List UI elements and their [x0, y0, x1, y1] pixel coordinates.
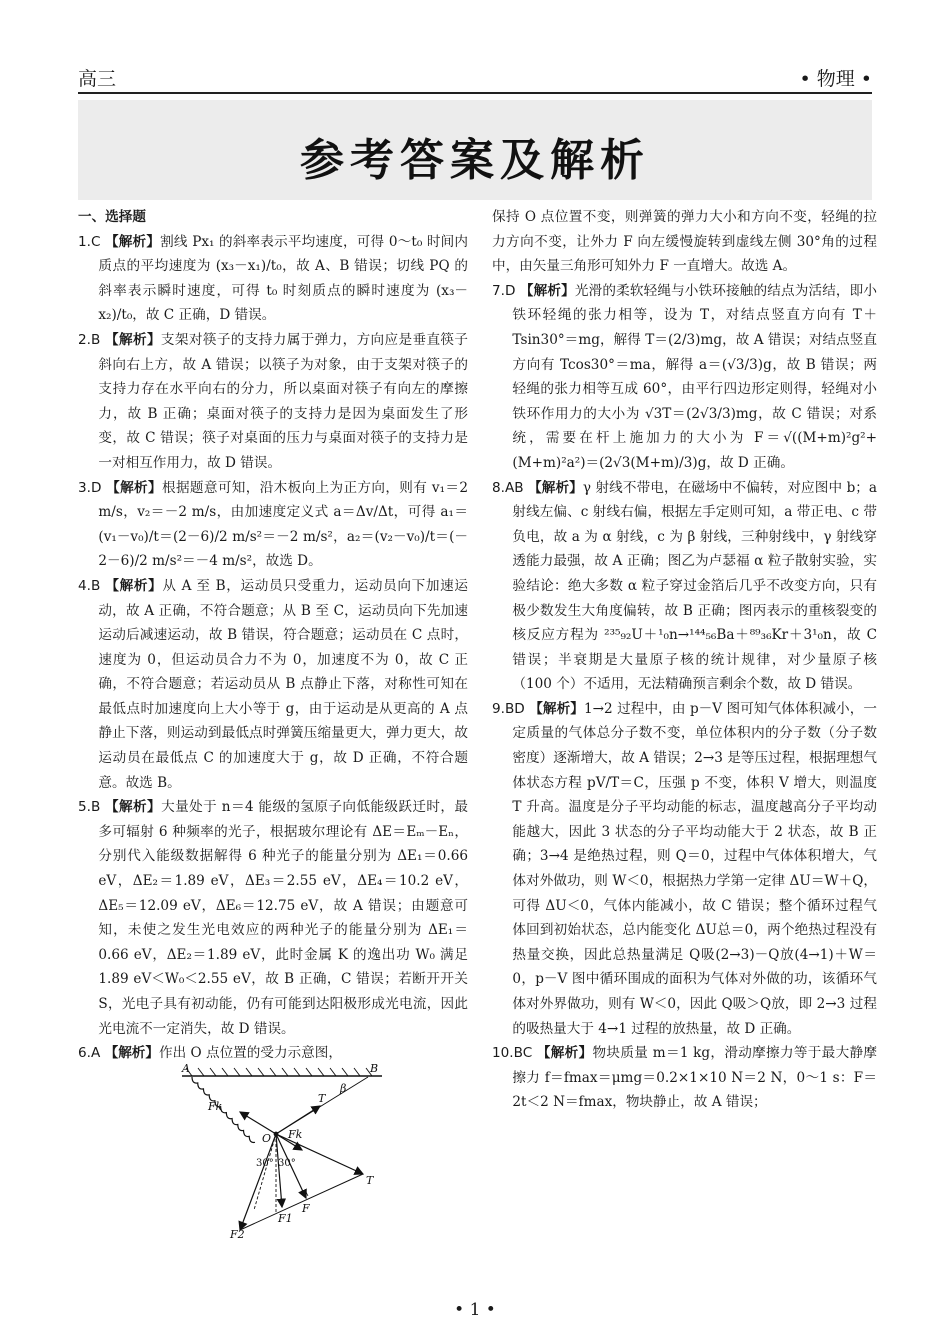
item-tag: 【解析】	[105, 577, 163, 594]
item-tag: 【解析】	[105, 799, 162, 816]
item-number: 4.	[78, 577, 91, 594]
item-answer: BC	[513, 1045, 533, 1062]
item-answer: BD	[504, 700, 525, 717]
item-answer: B	[90, 799, 101, 816]
ceiling-hatch	[186, 1068, 372, 1076]
answer-item	[492, 697, 877, 1041]
label-f2: F2	[230, 1228, 245, 1240]
item-answer: C	[90, 233, 101, 250]
answer-item	[492, 205, 877, 279]
item-answer: B	[90, 577, 101, 594]
item-tag: 【解析】	[529, 700, 584, 717]
item-tag: 【解析】	[528, 479, 583, 496]
item-text: 光滑的柔软轻绳与小铁环接触的结点为活结，即小铁环轻绳的张力相等，设为 T，对结点竖直方向有 T＋Tsin30°＝mg，解得 T＝(2/3)mg，故 A 错误；对结点竖直方向有 Tcos30°＝ma，解得 a＝(√3/3)g，故 B 错误；两轻绳的张力相等互成 60°，由平行四边形定则得，轻绳对小铁环作用力的大小为 √3T＝(2√3/3)mg，故 C 错误；对系统，需要在杆上施加力的大小为 F＝√((M+m)²g²+(M+m)²a²)＝(2√3(M+m)/3)g，故 D 正确。	[512, 282, 878, 471]
answer-item	[492, 279, 877, 476]
label-f1: F1	[278, 1212, 293, 1225]
title-banner	[78, 100, 872, 200]
item-text: 保持 O 点位置不变，则弹簧的弹力大小和方向不变，轻绳的拉力方向不变，让外力 F 向左缓慢旋转到虚线左侧 30°角的过程中，由矢量三角形可知外力 F 一直增大。故选 A。	[492, 209, 877, 275]
item-answer: AB	[504, 479, 524, 496]
item-number: 1.	[78, 233, 91, 250]
answer-item	[78, 230, 468, 328]
item-text: 物块质量 m＝1 kg，滑动摩擦力等于最大静摩擦力 f＝fmax＝μmg＝0.2×1×10 N＝2 N，0～1 s：F＝2t＜2 N＝fmax，物块静止，故 A 错误；	[512, 1045, 878, 1111]
item-text: 作出 O 点位置的受力示意图，	[159, 1045, 342, 1062]
left-column	[78, 205, 468, 1066]
label-fk-right: Fk	[288, 1128, 303, 1141]
item-number: 7.	[492, 282, 505, 299]
label-o: O	[262, 1132, 272, 1145]
item-number: 5.	[78, 799, 91, 816]
page-title: 参考答案及解析	[300, 135, 650, 186]
label-a: A	[182, 1062, 190, 1075]
label-beta: β	[340, 1082, 347, 1095]
fk-arrow-left	[240, 1112, 276, 1134]
item-number: 2.	[78, 331, 91, 348]
answer-item	[78, 795, 468, 1041]
label-angle-right: 30°	[278, 1158, 296, 1169]
item-text: 1→2 过程中，由 p－V 图可知气体体积减小，一定质量的气体总分子数不变，单位体积内的分子数（分子数密度）逐渐增大，故 A 错误；2→3 是等压过程，根据理想气体状态方程 pV/T＝C，压强 p 不变，体积 V 增大，则温度 T 升高。温度是分子平均动能的标志，温度越高分子平均动能越大，因此 3 状态的分子平均动能大于 2 状态，故 B 正确；3→4 是绝热过程，则 Q＝0，过程中气体体积增大，气体对外做功，则 W＜0，根据热力学第一定律 ΔU＝W＋Q，可得 ΔU＜0，气体内能减小，故 C 错误；整个循环过程气体回到初始状态，总内能变化 ΔU总＝0，两个绝热过程没有热量交换，因此总热量满足 Q吸(2→3)－Q放(4→1)＋W＝0，p－V 图中循环围成的面积为气体对外做的功，该循环气体对外界做功，则有 W＜0，因此 Q吸＞Q放，即 2→3 过程的吸热量大于 4→1 过程的放热量，故 D 正确。	[512, 700, 878, 1037]
force-diagram	[178, 1062, 386, 1240]
item-text: 大量处于 n＝4 能级的氢原子向低能级跃迁时，最多可辐射 6 种频率的光子，根据玻尔理论有 ΔE＝Eₘ－Eₙ，分别代入能级数据解得 6 种光子的能量分别为 ΔE₁＝0.66 eV，ΔE₂＝1.89 eV，ΔE₃＝2.55 eV，ΔE₄＝10.2 eV，ΔE₅＝12.09 eV，ΔE₆＝12.75 eV，故 A 错误；由题意可知，未使之发生光电效应的两种光子的能量分别为 ΔE₁＝0.66 eV，ΔE₂＝1.89 eV，此时金属 K 的逸出功 W₀ 满足 1.89 eV＜W₀＜2.55 eV，故 B 正确，C 错误；若断开开关 S，光电子具有初动能，仍有可能到达阳极形成光电流，因此光电流不一定消失，故 D 错误。	[98, 799, 468, 1037]
item-number: 6.	[78, 1045, 91, 1062]
item-answer: D	[90, 479, 102, 496]
item-answer: A	[90, 1045, 101, 1062]
item-tag: 【解析】	[106, 479, 162, 496]
answer-item	[78, 574, 468, 795]
item-tag: 【解析】	[105, 233, 161, 250]
item-text: 割线 Px₁ 的斜率表示平均速度，可得 0～t₀ 时间内质点的平均速度为 (x₃－x₁)/t₀，故 A、B 错误；切线 PQ 的斜率表示瞬时速度，可得 t₀ 时刻质点的瞬时速度为 (x₃－x₂)/t₀，故 C 正确，D 错误。	[98, 233, 469, 324]
answer-item	[78, 328, 468, 476]
item-number: 10.	[492, 1045, 514, 1062]
answer-item	[492, 476, 877, 697]
item-text: 根据题意可知，沿木板向上为正方向，则有 v₁＝2 m/s，v₂＝－2 m/s，由加速度定义式 a＝Δv/Δt，可得 a₁＝(v₁－v₀)/t＝(2－6)/2 m/s²＝－2 m/s²，a₂＝(v₂－v₀)/t＝(－2－6)/2 m/s²＝－4 m/s²，故选 D。	[98, 479, 468, 570]
label-fk-left: Fk	[208, 1100, 223, 1113]
spring	[179, 1077, 266, 1144]
right-column	[492, 205, 877, 1115]
label-b: B	[370, 1062, 379, 1075]
page-number: • 1 •	[454, 1300, 496, 1320]
item-text: 支架对筷子的支持力属于弹力，方向应是垂直筷子斜向右上方，故 A 错误；以筷子为对象，由于支架对筷子的支持力存在水平向右的分力，所以桌面对筷子有向左的摩擦力，故 B 正确；桌面对筷子的支持力是因为桌面发生了形变，故 C 错误；筷子对桌面的压力与桌面对筷子的支持力是一对相互作用力，故 D 错误。	[98, 331, 468, 471]
item-tag: 【解析】	[104, 1045, 159, 1062]
item-tag: 【解析】	[536, 1045, 593, 1062]
header-grade: 高三	[78, 68, 117, 90]
item-answer: B	[90, 331, 101, 348]
point-o	[274, 1132, 279, 1137]
dashed-line-left	[254, 1134, 276, 1210]
item-text: γ 射线不带电，在磁场中不偏转，对应图中 b；a 射线左偏、c 射线右偏，根据左手定则可知，a 带正电、c 带负电，故 a 为 α 射线，c 为 β 射线，三种射线中，γ 射线穿透能力最强，故 A 正确；图乙为卢瑟福 α 粒子散射实验，实验结论：绝大多数 α 粒子穿过金箔后几乎不改变方向，只有极少数发生大角度偏转，故 B 正确；图丙表示的重核裂变的核反应方程为 ²³⁵₉₂U＋¹₀n→¹⁴⁴₅₆Ba＋⁸⁹₃₆Kr＋3¹₀n，故 C 错误；半衰期是大量原子核的统计规律，对少量原子核（100 个）不适用，无法精确预言剩余个数，故 D 错误。	[512, 479, 877, 693]
item-number: 3.	[78, 479, 91, 496]
item-text: 从 A 至 B，运动员只受重力，运动员向下加速运动，故 A 正确，不符合题意；从 B 至 C，运动员向下先加速运动后减速运动，故 B 错误，符合题意；运动员在 C 点时，速度为 0，但运动员合力不为 0，加速度不为 0，故 C 正确，不符合题意；若运动员从 B 点静止下落，对称性可知在最低点时加速度向上大小等于 g，由于运动是从更高的 A 点静止下落，则运动到最低点时弹簧压缩量更大，弹力更大，故运动员在最低点 C 的加速度大于 g，故 D 正确，不符合题意。故选 B。	[98, 577, 468, 791]
item-tag: 【解析】	[105, 331, 161, 348]
item-tag: 【解析】	[519, 282, 575, 299]
label-t-right: T	[366, 1174, 374, 1187]
section-heading: 一、选择题	[78, 209, 146, 225]
page-header	[78, 62, 872, 94]
label-angle-left: 30°	[256, 1158, 274, 1169]
header-subject: • 物理 •	[799, 68, 872, 90]
answer-item	[492, 1041, 877, 1115]
label-f: F	[302, 1202, 310, 1215]
label-t-top: T	[318, 1092, 326, 1105]
item-number: 8.	[492, 479, 505, 496]
item-answer: D	[504, 282, 516, 299]
answer-item	[78, 476, 468, 574]
item-number: 9.	[492, 700, 505, 717]
